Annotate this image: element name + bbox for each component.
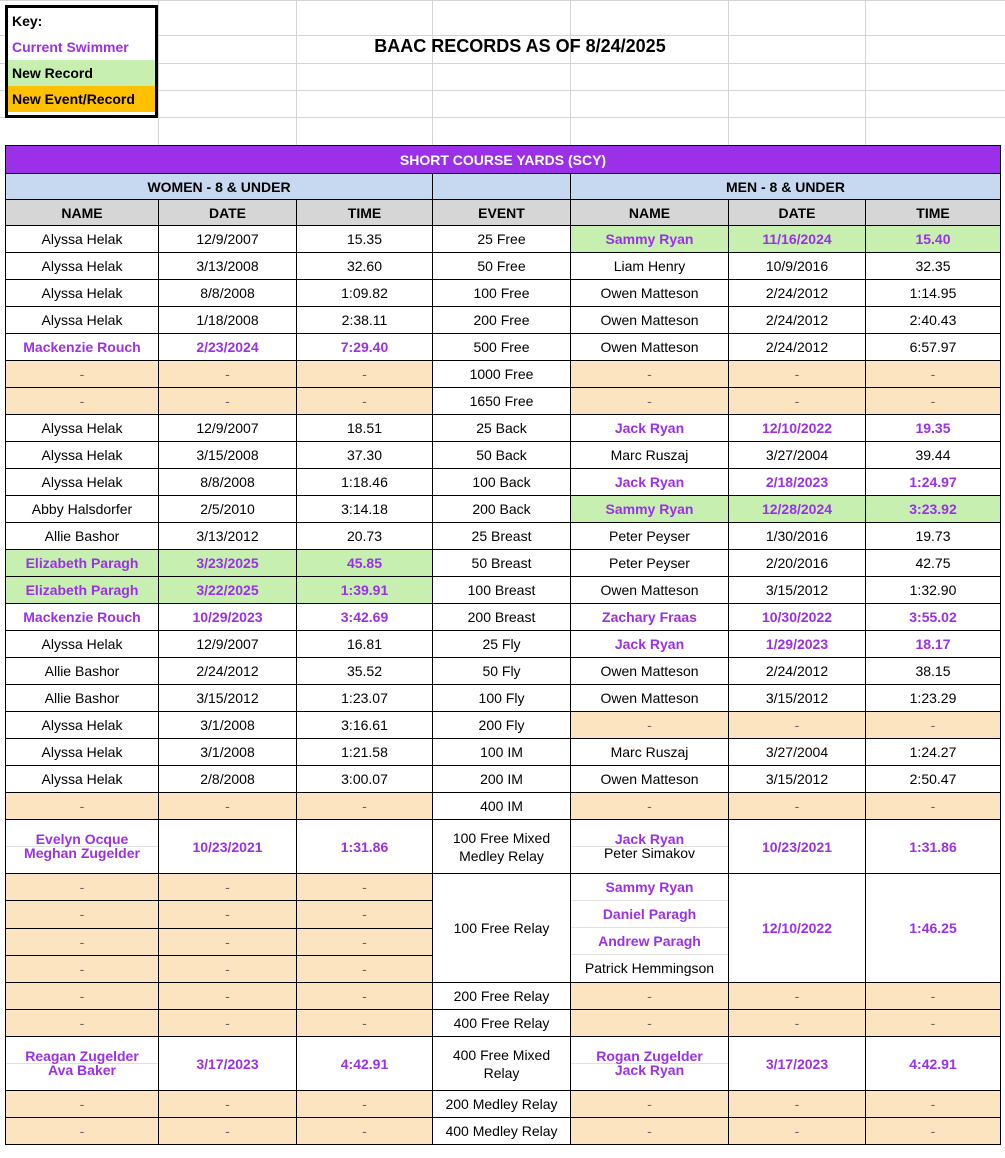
event-cell: 25 Back (433, 415, 571, 442)
women-date-cell: - (159, 793, 297, 820)
women-time-cell: 3:42.69 (297, 604, 433, 631)
men-time-cell: 18.17 (866, 631, 1001, 658)
men-empty-cell: - (729, 1010, 866, 1037)
women-empty-cell: - (159, 955, 297, 982)
women-empty-cell: - (159, 1010, 297, 1037)
table-row (6, 604, 1001, 631)
women-date-cell: 8/8/2008 (159, 469, 297, 496)
men-time-cell: 1:24.27 (866, 739, 1001, 766)
event-cell: 400 IM (433, 793, 571, 820)
event-cell: 50 Back (433, 442, 571, 469)
women-date-cell: 2/5/2010 (159, 496, 297, 523)
table-row (6, 983, 1001, 1010)
women-time-cell: 35.52 (297, 658, 433, 685)
men-time-cell: 32.35 (866, 253, 1001, 280)
event-cell: 100 Free Relay (433, 874, 571, 983)
men-name-cell: Owen Matteson (571, 685, 729, 712)
event-cell: 100 IM (433, 739, 571, 766)
women-date-cell: 3/1/2008 (159, 712, 297, 739)
event-cell: 200 Free (433, 307, 571, 334)
women-name-cell: Elizabeth Paragh (6, 577, 159, 604)
women-name-cell: Alyssa Helak (6, 280, 159, 307)
men-date-cell: - (729, 361, 866, 388)
women-name-cell: Mackenzie Rouch (6, 604, 159, 631)
women-date-cell: 12/9/2007 (159, 226, 297, 253)
women-date-cell: 10/23/2021 (159, 820, 297, 874)
men-date-cell: 12/10/2022 (729, 415, 866, 442)
women-group-header: WOMEN - 8 & UNDER (6, 174, 433, 200)
women-name-cell: - (6, 361, 159, 388)
men-time-cell: - (866, 793, 1001, 820)
men-name-cell: - (571, 793, 729, 820)
relay-swimmer-name: Jack Ryan (571, 833, 728, 847)
men-date-cell: 2/24/2012 (729, 658, 866, 685)
men-time-cell: 1:31.86 (866, 820, 1001, 874)
women-name-cell: Alyssa Helak (6, 307, 159, 334)
men-empty-cell: - (866, 1118, 1001, 1145)
table-row (6, 793, 1001, 820)
women-date-cell: 8/8/2008 (159, 280, 297, 307)
men-date-cell: 11/16/2024 (729, 226, 866, 253)
men-name-cell: Sammy Ryan (571, 496, 729, 523)
women-empty-cell: - (297, 1118, 433, 1145)
women-date-cell: 2/24/2012 (159, 658, 297, 685)
event-cell: 50 Breast (433, 550, 571, 577)
women-time-cell: 3:00.07 (297, 766, 433, 793)
men-empty-cell: - (729, 1091, 866, 1118)
table-row (6, 442, 1001, 469)
women-empty-cell: - (159, 928, 297, 955)
event-cell: 200 Fly (433, 712, 571, 739)
event-cell: 400 Free Mixed Relay (433, 1037, 571, 1091)
men-time-cell: 1:14.95 (866, 280, 1001, 307)
men-empty-cell: - (866, 1010, 1001, 1037)
men-empty-cell: - (571, 1010, 729, 1037)
relay-swimmer-name: Evelyn Ocque (6, 833, 158, 847)
women-time-cell: - (297, 793, 433, 820)
men-name-cell: Zachary Fraas (571, 604, 729, 631)
table-row (6, 280, 1001, 307)
women-time-cell: 1:09.82 (297, 280, 433, 307)
women-date-cell: 3/17/2023 (159, 1037, 297, 1091)
men-date-cell: 3/15/2012 (729, 766, 866, 793)
men-time-cell: 6:57.97 (866, 334, 1001, 361)
women-time-cell: 1:18.46 (297, 469, 433, 496)
women-name-cell: Alyssa Helak (6, 469, 159, 496)
women-empty-cell: - (6, 1091, 159, 1118)
table-row (6, 469, 1001, 496)
event-cell: 400 Free Relay (433, 1010, 571, 1037)
col-header-women-name: NAME (6, 200, 159, 226)
men-date-cell: 3/15/2012 (729, 577, 866, 604)
women-name-cell: Abby Halsdorfer (6, 496, 159, 523)
event-cell: 200 Medley Relay (433, 1091, 571, 1118)
men-date-cell: 12/28/2024 (729, 496, 866, 523)
table-row (6, 658, 1001, 685)
men-date-cell: 2/24/2012 (729, 334, 866, 361)
women-relay-names-cell (6, 1037, 159, 1091)
men-name-cell: Sammy Ryan (571, 226, 729, 253)
women-empty-cell: - (6, 901, 159, 928)
men-time-cell: 19.73 (866, 523, 1001, 550)
key-new-record: New Record (8, 60, 155, 86)
table-row (6, 739, 1001, 766)
women-date-cell: 3/13/2012 (159, 523, 297, 550)
men-date-cell: 2/18/2023 (729, 469, 866, 496)
women-date-cell: 12/9/2007 (159, 631, 297, 658)
men-time-cell: 39.44 (866, 442, 1001, 469)
women-time-cell: 37.30 (297, 442, 433, 469)
men-time-cell: - (866, 388, 1001, 415)
men-name-cell: Owen Matteson (571, 334, 729, 361)
men-name-cell: Owen Matteson (571, 577, 729, 604)
men-date-cell: 3/27/2004 (729, 442, 866, 469)
men-name-cell: Owen Matteson (571, 307, 729, 334)
men-name-cell: Peter Peyser (571, 550, 729, 577)
women-empty-cell: - (6, 1118, 159, 1145)
records-table (5, 145, 1001, 1145)
women-relay-names-cell (6, 820, 159, 874)
event-cell: 100 Back (433, 469, 571, 496)
men-empty-cell: - (571, 1118, 729, 1145)
men-date-cell: 1/29/2023 (729, 631, 866, 658)
table-row (6, 766, 1001, 793)
relay-swimmer-name: Daniel Paragh (571, 901, 728, 928)
women-date-cell: 2/8/2008 (159, 766, 297, 793)
men-date-cell: 10/23/2021 (729, 820, 866, 874)
women-time-cell: 16.81 (297, 631, 433, 658)
men-time-cell: 1:24.97 (866, 469, 1001, 496)
men-group-header: MEN - 8 & UNDER (571, 174, 1001, 200)
men-time-cell: 42.75 (866, 550, 1001, 577)
women-empty-cell: - (297, 1091, 433, 1118)
men-time-cell: 1:23.29 (866, 685, 1001, 712)
men-name-cell: Liam Henry (571, 253, 729, 280)
men-time-cell: - (866, 712, 1001, 739)
women-time-cell: - (297, 388, 433, 415)
table-row (6, 577, 1001, 604)
women-empty-cell: - (297, 928, 433, 955)
men-empty-cell: - (571, 983, 729, 1010)
women-empty-cell: - (6, 1010, 159, 1037)
men-time-cell: 2:50.47 (866, 766, 1001, 793)
relay-swimmer-name: Ava Baker (48, 1061, 116, 1078)
relay-swimmer-name: Peter Simakov (603, 844, 696, 861)
table-row (6, 550, 1001, 577)
col-header-women-date: DATE (159, 200, 297, 226)
men-name-cell: - (571, 712, 729, 739)
men-name-cell: Marc Ruszaj (571, 739, 729, 766)
women-name-cell: Alyssa Helak (6, 631, 159, 658)
women-name-cell: Alyssa Helak (6, 415, 159, 442)
women-date-cell: 3/15/2008 (159, 442, 297, 469)
women-time-cell: 1:31.86 (297, 820, 433, 874)
table-row (6, 523, 1001, 550)
event-cell: 100 Free Mixed Medley Relay (433, 820, 571, 874)
men-date-cell: 2/24/2012 (729, 280, 866, 307)
women-name-cell: Allie Bashor (6, 685, 159, 712)
men-name-cell: Jack Ryan (571, 469, 729, 496)
event-cell: 100 Free (433, 280, 571, 307)
event-cell: 100 Fly (433, 685, 571, 712)
women-empty-cell: - (159, 901, 297, 928)
women-time-cell: 3:14.18 (297, 496, 433, 523)
women-empty-cell: - (297, 955, 433, 982)
table-row (6, 307, 1001, 334)
men-name-cell: Jack Ryan (571, 631, 729, 658)
women-empty-cell: - (297, 983, 433, 1010)
relay-swimmer-name: Jack Ryan (614, 1061, 685, 1078)
women-name-cell: Alyssa Helak (6, 253, 159, 280)
women-name-cell: Alyssa Helak (6, 739, 159, 766)
event-cell: 400 Medley Relay (433, 1118, 571, 1145)
men-relay-names-cell (571, 874, 729, 983)
col-header-event: EVENT (433, 200, 571, 226)
women-empty-cell: - (297, 1010, 433, 1037)
men-date-cell: 12/10/2022 (729, 874, 866, 983)
men-relay-names-cell (571, 1037, 729, 1091)
men-name-cell: - (571, 388, 729, 415)
men-name-cell: Peter Peyser (571, 523, 729, 550)
women-time-cell: 2:38.11 (297, 307, 433, 334)
men-date-cell: 3/15/2012 (729, 685, 866, 712)
table-row (6, 415, 1001, 442)
women-date-cell: 1/18/2008 (159, 307, 297, 334)
table-row (6, 631, 1001, 658)
women-empty-cell: - (159, 1091, 297, 1118)
women-date-cell: 3/13/2008 (159, 253, 297, 280)
men-time-cell: 3:23.92 (866, 496, 1001, 523)
women-time-cell: 1:21.58 (297, 739, 433, 766)
women-date-cell: 2/23/2024 (159, 334, 297, 361)
women-date-cell: 3/23/2025 (159, 550, 297, 577)
table-row (6, 820, 1001, 874)
women-empty-cell: - (6, 983, 159, 1010)
men-time-cell: 19.35 (866, 415, 1001, 442)
women-date-cell: 3/15/2012 (159, 685, 297, 712)
col-header-men-name: NAME (571, 200, 729, 226)
table-row (6, 1010, 1001, 1037)
women-time-cell: 7:29.40 (297, 334, 433, 361)
men-empty-cell: - (866, 1091, 1001, 1118)
table-row (6, 388, 1001, 415)
men-time-cell: 4:42.91 (866, 1037, 1001, 1091)
key-new-event: New Event/Record (8, 86, 155, 112)
men-name-cell: Owen Matteson (571, 280, 729, 307)
men-name-cell: Marc Ruszaj (571, 442, 729, 469)
women-time-cell: 4:42.91 (297, 1037, 433, 1091)
relay-swimmer-name: Reagan Zugelder (6, 1050, 158, 1064)
col-header-men-time: TIME (866, 200, 1001, 226)
men-time-cell: - (866, 361, 1001, 388)
men-date-cell: 10/9/2016 (729, 253, 866, 280)
women-time-cell: 3:16.61 (297, 712, 433, 739)
women-empty-cell: - (297, 874, 433, 901)
section-banner: SHORT COURSE YARDS (SCY) (6, 146, 1001, 174)
men-name-cell: Owen Matteson (571, 658, 729, 685)
table-row (6, 712, 1001, 739)
event-cell: 200 Back (433, 496, 571, 523)
men-name-cell: Jack Ryan (571, 415, 729, 442)
women-empty-cell: - (159, 983, 297, 1010)
event-cell: 1650 Free (433, 388, 571, 415)
women-empty-cell: - (159, 1118, 297, 1145)
event-cell: 25 Fly (433, 631, 571, 658)
women-date-cell: - (159, 361, 297, 388)
men-date-cell: 2/20/2016 (729, 550, 866, 577)
women-time-cell: 45.85 (297, 550, 433, 577)
women-date-cell: 3/22/2025 (159, 577, 297, 604)
event-cell: 50 Free (433, 253, 571, 280)
women-empty-cell: - (297, 901, 433, 928)
relay-swimmer-name: Patrick Hemmingson (584, 960, 715, 976)
women-time-cell: 1:39.91 (297, 577, 433, 604)
men-time-cell: 1:46.25 (866, 874, 1001, 983)
women-name-cell: - (6, 388, 159, 415)
women-empty-cell: - (159, 874, 297, 901)
men-empty-cell: - (866, 983, 1001, 1010)
women-name-cell: Mackenzie Rouch (6, 334, 159, 361)
men-date-cell: - (729, 793, 866, 820)
women-name-cell: Alyssa Helak (6, 712, 159, 739)
table-row (6, 253, 1001, 280)
men-empty-cell: - (729, 1118, 866, 1145)
women-empty-cell: - (6, 874, 159, 901)
women-date-cell: - (159, 388, 297, 415)
women-time-cell: 20.73 (297, 523, 433, 550)
event-cell: 1000 Free (433, 361, 571, 388)
key-current-swimmer: Current Swimmer (12, 39, 129, 55)
men-date-cell: 3/27/2004 (729, 739, 866, 766)
event-cell: 200 Free Relay (433, 983, 571, 1010)
table-row (6, 685, 1001, 712)
men-time-cell: 38.15 (866, 658, 1001, 685)
women-date-cell: 10/29/2023 (159, 604, 297, 631)
key-title: Key: (12, 13, 43, 29)
table-row (6, 361, 1001, 388)
women-time-cell: 32.60 (297, 253, 433, 280)
table-row (6, 496, 1001, 523)
men-empty-cell: - (729, 983, 866, 1010)
women-name-cell: Alyssa Helak (6, 442, 159, 469)
men-name-cell: - (571, 361, 729, 388)
men-date-cell: - (729, 712, 866, 739)
table-row (6, 1118, 1001, 1145)
event-cell: 500 Free (433, 334, 571, 361)
page-title: BAAC RECORDS AS OF 8/24/2025 (374, 36, 666, 56)
event-cell: 200 Breast (433, 604, 571, 631)
legend-key (5, 5, 158, 118)
relay-swimmer-name: Meghan Zugelder (24, 844, 140, 861)
women-name-cell: Allie Bashor (6, 523, 159, 550)
women-name-cell: Alyssa Helak (6, 766, 159, 793)
relay-swimmer-name: Andrew Paragh (571, 928, 728, 955)
table-row (6, 1037, 1001, 1091)
relay-swimmer-name: Rogan Zugelder (571, 1050, 728, 1064)
men-date-cell: 3/17/2023 (729, 1037, 866, 1091)
women-empty-cell: - (6, 955, 159, 982)
women-time-cell: - (297, 361, 433, 388)
col-header-women-time: TIME (297, 200, 433, 226)
event-cell: 25 Free (433, 226, 571, 253)
men-date-cell: 2/24/2012 (729, 307, 866, 334)
table-row (6, 1091, 1001, 1118)
table-row (6, 874, 1001, 901)
women-date-cell: 3/1/2008 (159, 739, 297, 766)
men-time-cell: 15.40 (866, 226, 1001, 253)
women-name-cell: Allie Bashor (6, 658, 159, 685)
table-row (6, 226, 1001, 253)
event-cell: 25 Breast (433, 523, 571, 550)
table-row (6, 334, 1001, 361)
women-time-cell: 1:23.07 (297, 685, 433, 712)
men-relay-names-cell (571, 820, 729, 874)
event-cell: 100 Breast (433, 577, 571, 604)
men-time-cell: 2:40.43 (866, 307, 1001, 334)
women-time-cell: 18.51 (297, 415, 433, 442)
event-cell: 200 IM (433, 766, 571, 793)
women-name-cell: Alyssa Helak (6, 226, 159, 253)
women-empty-cell: - (6, 928, 159, 955)
relay-swimmer-name: Sammy Ryan (571, 874, 728, 901)
women-name-cell: Elizabeth Paragh (6, 550, 159, 577)
men-time-cell: 3:55.02 (866, 604, 1001, 631)
event-cell: 50 Fly (433, 658, 571, 685)
men-name-cell: Owen Matteson (571, 766, 729, 793)
men-date-cell: 1/30/2016 (729, 523, 866, 550)
women-time-cell: 15.35 (297, 226, 433, 253)
women-date-cell: 12/9/2007 (159, 415, 297, 442)
men-time-cell: 1:32.90 (866, 577, 1001, 604)
men-empty-cell: - (571, 1091, 729, 1118)
men-date-cell: - (729, 388, 866, 415)
women-name-cell: - (6, 793, 159, 820)
event-group-spacer (433, 174, 571, 200)
col-header-men-date: DATE (729, 200, 866, 226)
men-date-cell: 10/30/2022 (729, 604, 866, 631)
